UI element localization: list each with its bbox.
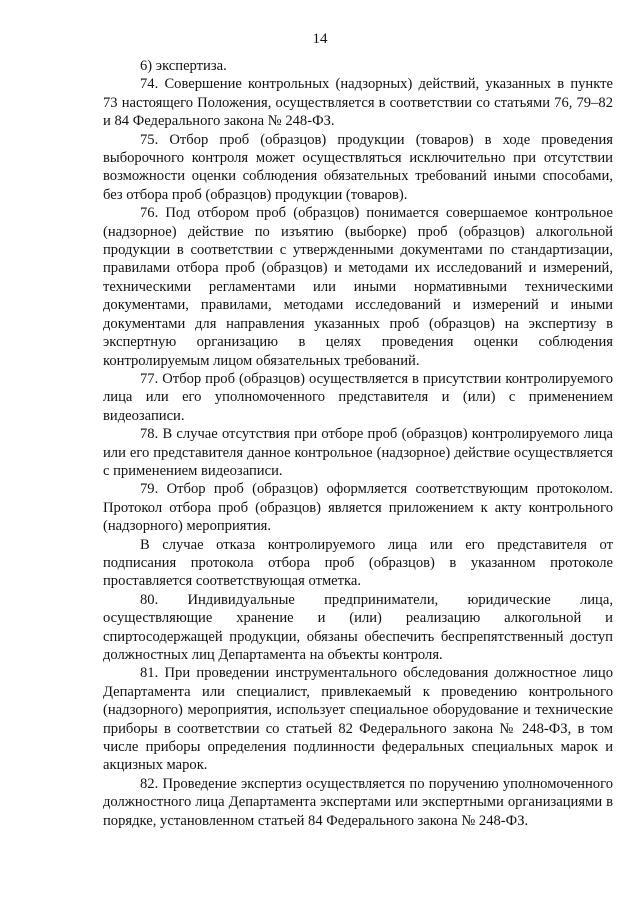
paragraph-79-continuation: В случае отказа контролируемого лица или его представителя от подписания протокола отбора проб (образцов) в указанном протоколе проставляется соответствующая отметка. xyxy=(103,536,613,590)
paragraph-75: 75. Отбор проб (образцов) продукции (товаров) в ходе проведения выборочного контроля может осуществляться исключительно при отсутствии возможности оценки соблюдения обязательных требований иными способами, без отбора проб (образцов) продукции (товаров). xyxy=(103,131,613,203)
paragraph-item-6: 6) экспертиза. xyxy=(140,58,227,74)
paragraph-78: 78. В случае отсутствия при отборе проб (образцов) контролируемого лица или его представителя данное контрольное (надзорное) действие осуществляется с применением видеозаписи. xyxy=(103,426,613,479)
page-number: 14 xyxy=(312,31,328,47)
paragraph-79: 79. Отбор проб (образцов) оформляется соответствующим протоколом. Протокол отбора проб (образцов) является приложением к акту контрольного (надзорного) мероприятия. xyxy=(103,481,613,535)
paragraph-77: 77. Отбор проб (образцов) осуществляется в присутствии контролируемого лица или его уполномоченного представителя и (или) с применением видеозаписи. xyxy=(103,370,613,424)
paragraph-74: 74. Совершение контрольных (надзорных) действий, указанных в пункте 73 настоящего Положения, осуществляется в соответствии со статьями 76, 79–82 и 84 Федерального закона № 248-ФЗ. xyxy=(103,76,613,130)
document-body xyxy=(103,57,613,830)
paragraph-76: 76. Под отбором проб (образцов) понимается совершаемое контрольное (надзорное) действие по изъятию (выборке) проб (образцов) алкогольной продукции в соответствии с утвержденными документами по стандартизации, правилами отбора проб (образцов) и методами их исследований и измерений, техническими регламентами или иными нормативными техническими документами, правилами, методами исследований и измерений и иными документами для направления указанных проб (образцов) на экспертизу в экспертную организацию в целях проведения оценки соблюдения контролируемым лицом обязательных требований. xyxy=(103,205,613,369)
paragraph-82: 82. Проведение экспертиз осуществляется по поручению уполномоченного должностного лица Департамента экспертами или экспертными организациями в порядке, установленном статьей 84 Федерального закона № 248-ФЗ. xyxy=(103,775,613,829)
paragraph-81: 81. При проведении инструментального обследования должностное лицо Департамента или специалист, привлекаемый к проведению контрольного (надзорного) мероприятия, использует специальное оборудование и технические приборы в соответствии со статьей 82 Федерального закона № 248-ФЗ, в том числе приборы определения подлинности федеральных специальных марок и акцизных марок. xyxy=(103,665,613,774)
paragraph-80: 80. Индивидуальные предприниматели, юридические лица, осуществляющие хранение и (или) реализацию алкогольной и спиртосодержащей продукции, обязаны обеспечить беспрепятственный доступ должностных лиц Департамента на объекты контроля. xyxy=(103,591,613,663)
